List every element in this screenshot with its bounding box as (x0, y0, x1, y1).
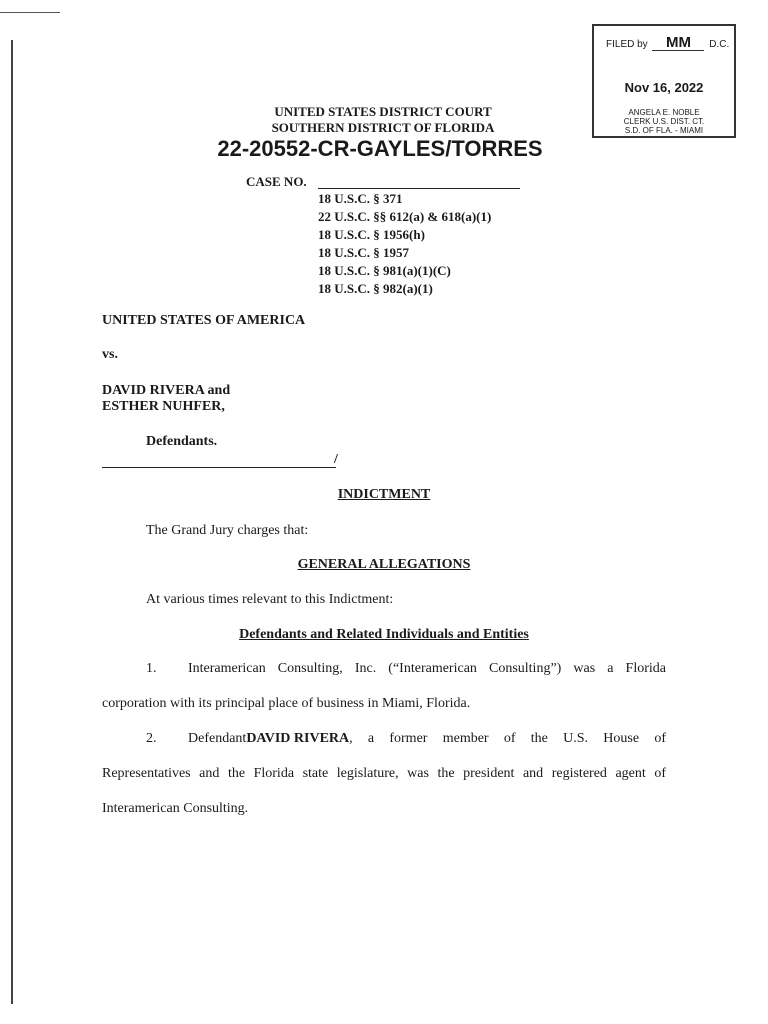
defendant-2: ESTHER NUHFER, (102, 399, 225, 414)
court-district: SOUTHERN DISTRICT OF FLORIDA (271, 120, 495, 135)
paragraph-2-line-2: Representatives and the Florida state legislature, was the president and registered agent of (102, 766, 666, 781)
paragraph-1-line-1: Interamerican Consulting, Inc. (“Interamerican Consulting”) was a Florida (188, 661, 666, 676)
grand-jury-line: The Grand Jury charges that: (146, 523, 309, 538)
paragraph-2-line-1 (188, 731, 666, 747)
filed-stamp (592, 24, 736, 138)
defendants-label: Defendants. (146, 434, 218, 449)
statute-item: 18 U.S.C. § 1956(h) (318, 227, 425, 242)
defendant-word: Defendant (188, 731, 247, 746)
paragraph-1-number: 1. (146, 661, 157, 676)
clerk-district: S.D. OF FLA. - MIAMI (624, 126, 704, 135)
case-number: 22-20552-CR-GAYLES/TORRES (217, 136, 543, 161)
case-no-underline (318, 188, 520, 189)
paragraph-1-line-2: corporation with its principal place of business in Miami, Florida. (102, 696, 471, 711)
versus: vs. (102, 347, 118, 362)
scan-artifact-top (0, 12, 60, 13)
statute-list (318, 190, 491, 298)
filed-by-label: FILED by (606, 39, 648, 50)
paragraph-2-line-3: Interamerican Consulting. (102, 801, 249, 816)
filed-by-row (606, 36, 729, 51)
statute-item: 22 U.S.C. §§ 612(a) & 618(a)(1) (318, 209, 492, 224)
clerk-name: ANGELA E. NOBLE (628, 108, 700, 117)
defendant-1: DAVID RIVERA and (102, 383, 231, 398)
filed-initials: MM (652, 36, 704, 51)
defendants-entities-subheading: Defendants and Related Individuals and Entities (239, 627, 529, 642)
caption-slash: / (334, 452, 338, 467)
paragraph-2-number: 2. (146, 731, 157, 746)
various-times-line: At various times relevant to this Indictment: (146, 592, 394, 607)
plaintiff: UNITED STATES OF AMERICA (102, 313, 306, 328)
clerk-title: CLERK U.S. DIST. CT. (623, 117, 705, 126)
dc-label: D.C. (709, 39, 730, 50)
caption-underline (102, 467, 336, 468)
scan-artifact-left-edge (11, 40, 13, 1004)
general-allegations-heading: GENERAL ALLEGATIONS (297, 557, 471, 572)
statute-item: 18 U.S.C. § 371 (318, 191, 403, 206)
paragraph-2-line-1-rest: , a former member of the U.S. House of (349, 731, 666, 746)
filed-date: Nov 16, 2022 (624, 80, 704, 95)
indictment-title: INDICTMENT (337, 487, 431, 502)
statute-item: 18 U.S.C. § 982(a)(1) (318, 281, 433, 296)
statute-item: 18 U.S.C. § 1957 (318, 245, 410, 260)
statute-item: 18 U.S.C. § 981(a)(1)(C) (318, 263, 451, 278)
defendant-name: DAVID RIVERA (246, 731, 350, 746)
court-name: UNITED STATES DISTRICT COURT (274, 104, 492, 119)
case-no-label: CASE NO. (246, 174, 307, 189)
